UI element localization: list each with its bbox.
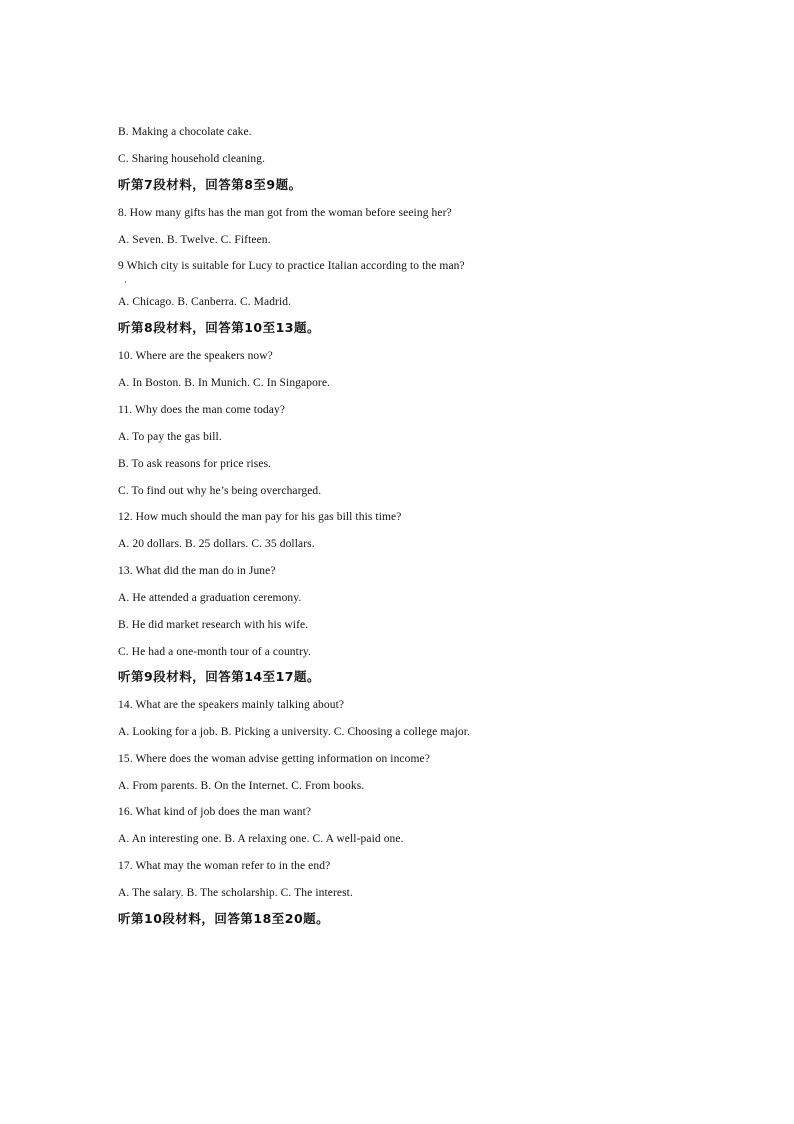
option-line: A. Seven. B. Twelve. C. Fifteen. <box>118 234 271 246</box>
question-line: 10. Where are the speakers now? <box>118 350 273 362</box>
section-heading: 听第8段材料，回答第10至13题。 <box>118 320 320 335</box>
question-line: 9 Which city is suitable for Lucy to practice Italian according to the man? <box>118 260 465 272</box>
question-line: 13. What did the man do in June? <box>118 565 276 577</box>
question-line: 11. Why does the man come today? <box>118 404 286 416</box>
question-line: 14. What are the speakers mainly talking about? <box>118 699 345 711</box>
option-line: C. Sharing household cleaning. <box>118 153 266 165</box>
option-line: A. Looking for a job. B. Picking a university. C. Choosing a college major. <box>118 726 471 738</box>
stray-dot-mark: · <box>124 277 127 287</box>
option-line: A. The salary. B. The scholarship. C. The interest. <box>118 887 353 899</box>
option-line: A. To pay the gas bill. <box>118 431 222 443</box>
option-line: C. To find out why he’s being overcharged. <box>118 485 322 497</box>
section-heading: 听第10段材料，回答第18至20题。 <box>118 911 330 926</box>
option-line: C. He had a one-month tour of a country. <box>118 646 311 658</box>
question-line: 12. How much should the man pay for his gas bill this time? <box>118 511 402 523</box>
question-line: 16. What kind of job does the man want? <box>118 806 312 818</box>
question-line: 15. Where does the woman advise getting information on income? <box>118 753 430 765</box>
section-heading: 听第7段材料，回答第8至9题。 <box>118 177 302 192</box>
option-line: A. From parents. B. On the Internet. C. From books. <box>118 780 365 792</box>
option-line: B. Making a chocolate cake. <box>118 126 252 138</box>
option-line: B. He did market research with his wife. <box>118 619 309 631</box>
question-line: 8. How many gifts has the man got from the woman before seeing her? <box>118 207 452 219</box>
option-line: A. An interesting one. B. A relaxing one. C. A well-paid one. <box>118 833 404 845</box>
option-line: A. 20 dollars. B. 25 dollars. C. 35 dollars. <box>118 538 315 550</box>
option-line: A. Chicago. B. Canberra. C. Madrid. <box>118 296 292 308</box>
option-line: A. He attended a graduation ceremony. <box>118 592 302 604</box>
question-line: 17. What may the woman refer to in the end? <box>118 860 331 872</box>
option-line: B. To ask reasons for price rises. <box>118 458 272 470</box>
option-line: A. In Boston. B. In Munich. C. In Singapore. <box>118 377 331 389</box>
section-heading: 听第9段材料，回答第14至17题。 <box>118 669 320 684</box>
